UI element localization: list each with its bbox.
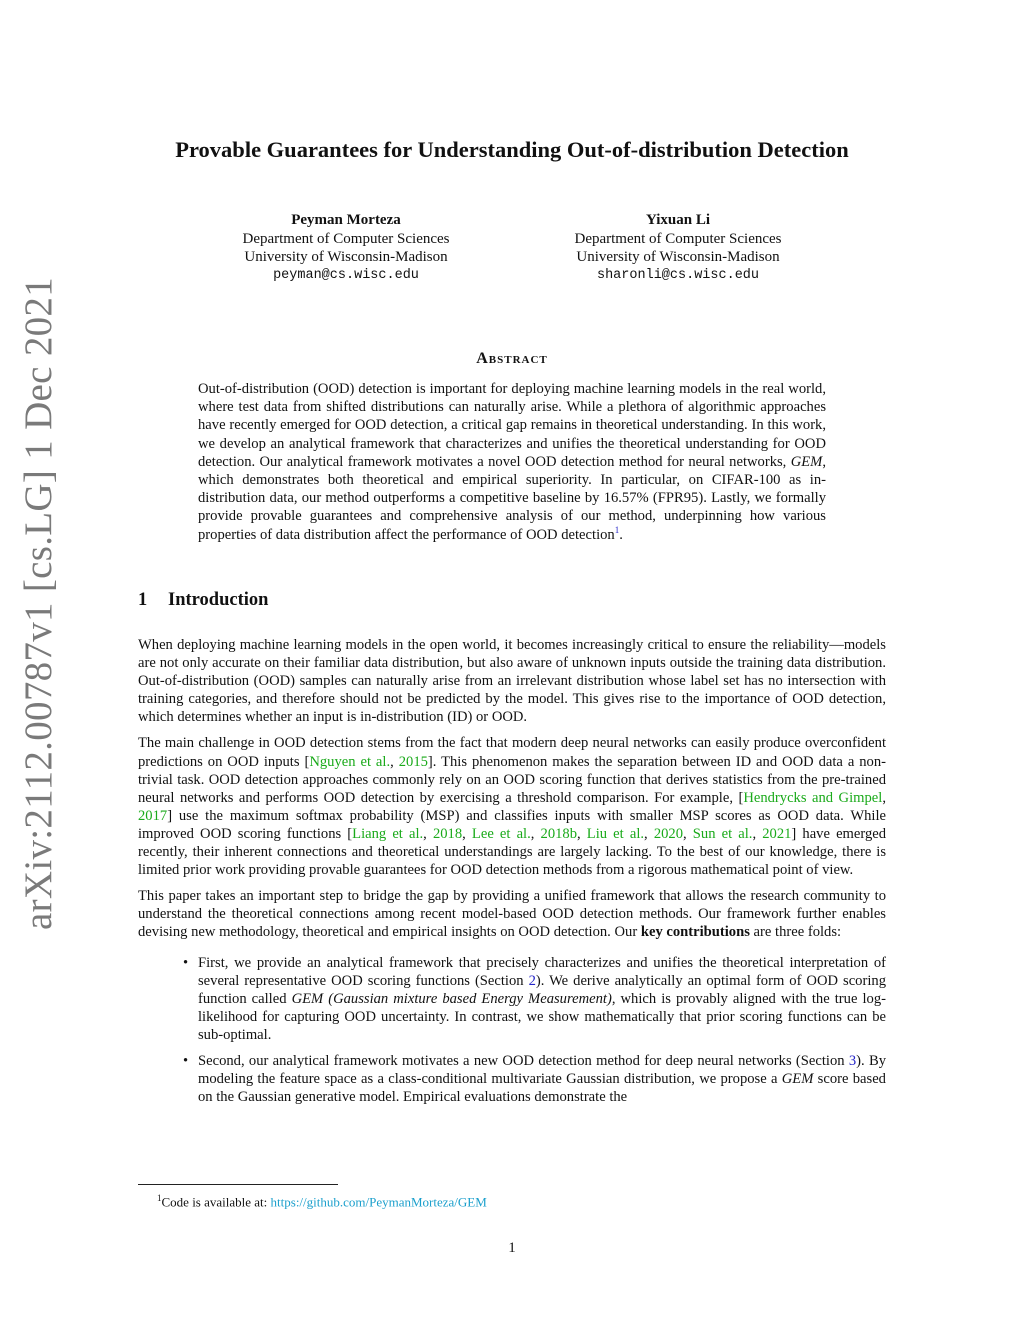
- list-item: • Second, our analytical framework motivates a new OOD detection method for deep neural networks (Section 3). By modeling the feature space as a class-conditional multivariate Gaussian distribution, we propose a GEM score based on the Gaussian generative model. Empirical evaluations demonstrate the: [183, 1052, 887, 1106]
- section-reference-link[interactable]: 3: [848, 1052, 857, 1069]
- citation-year-link[interactable]: 2015: [398, 753, 428, 770]
- citation-link[interactable]: Hendrycks and Gimpel: [743, 789, 883, 806]
- arxiv-identifier-stamp: arXiv:2112.00787v1 [cs.LG] 1 Dec 2021: [17, 276, 60, 930]
- code-url-link[interactable]: https://github.com/PeymanMorteza/GEM: [270, 1194, 487, 1210]
- author-name: Yixuan Li: [645, 212, 711, 228]
- abstract-text: Out-of-distribution (OOD) detection is important for deploying machine learning models in the real world, where test data from shifted distributions can naturally arise. While a plethora of algorithmic approaches have recently emerged for OOD detection, a critical gap remains in theoretical understanding. In this work, we develop an analytical framework that characterizes and unifies the theoretical understanding for OOD detection. Our analytical framework motivates a novel OOD detection method for neural networks, GEM, which demonstrates both theoretical and empirical superiority. In particular, on CIFAR-100 as in-distribution data, our method outperforms a competitive baseline by 16.57% (FPR95). Lastly, we formally provide provable guarantees and comprehensive analysis of our method, underpinning how various properties of data distribution affect the performance of OOD detection$^1$.: [198, 381, 826, 543]
- section-number: 1: [138, 590, 148, 610]
- abstract-heading: Abstract: [476, 350, 548, 367]
- author-block-1: [196, 211, 496, 285]
- author-block-2: [528, 211, 828, 285]
- author-name: Peyman Morteza: [291, 212, 401, 228]
- citation-link[interactable]: Nguyen et al.: [309, 753, 391, 770]
- footnote-divider: [138, 1184, 338, 1185]
- footnote-marker[interactable]: 1: [614, 524, 620, 535]
- citation-year-link[interactable]: 2020: [653, 825, 683, 842]
- citation-year-link[interactable]: 2017: [138, 807, 168, 824]
- author-department: Department of Computer Sciences: [574, 230, 782, 247]
- citation-link[interactable]: Sun et al.: [692, 825, 753, 842]
- method-name: GEM: [790, 453, 823, 470]
- citation-link[interactable]: Liu et al.: [586, 825, 645, 842]
- section-heading-introduction: [138, 590, 268, 611]
- author-department: Department of Computer Sciences: [242, 230, 450, 247]
- citation-link[interactable]: Liang et al.: [352, 825, 424, 842]
- author-email[interactable]: peyman@cs.wisc.edu: [273, 267, 419, 283]
- paragraph: When deploying machine learning models in the open world, it becomes increasingly critical to ensure the reliability—models are not only accurate on their familiar data distribution, but also aware of unknown inputs outside the training data distribution. Out-of-distribution (OOD) samples can naturally arise from an irrelevant distribution whose label set has no intersection with training categories, and therefore should not be predicted by the model. This gives rise to the importance of OOD detection, which determines whether an input is in-distribution (ID) or OOD.: [138, 637, 886, 726]
- list-item: • First, we provide an analytical framework that precisely characterizes and unifies the theoretical interpretation of several representative OOD scoring functions (Section 2). We derive analytically an optimal form of OOD scoring function called GEM (Gaussian mixture based Energy Measurement), which is provably aligned with the true log-likelihood for capturing OOD uncertainty. In contrast, we show mathematically that prior scoring functions can be sub-optimal.: [183, 954, 886, 1043]
- citation-link[interactable]: Lee et al.: [471, 825, 531, 842]
- footnote-number: 1: [157, 1193, 162, 1203]
- author-university: University of Wisconsin-Madison: [576, 249, 780, 265]
- section-reference-link[interactable]: 2: [528, 972, 536, 989]
- citation-year-link[interactable]: 2018b: [540, 825, 578, 842]
- paper-title: Provable Guarantees for Understanding Out-of-distribution Detection: [175, 137, 849, 162]
- section-title: Introduction: [168, 590, 269, 610]
- citation-year-link[interactable]: 2021: [762, 825, 792, 842]
- page-number: 1: [508, 1240, 516, 1256]
- citation-year-link[interactable]: 2018: [432, 825, 463, 842]
- footnote: $^1$Code is available at: https://github.com/PeymanMorteza/GEM: [157, 1193, 487, 1210]
- author-email[interactable]: sharonli@cs.wisc.edu: [596, 267, 760, 283]
- author-university: University of Wisconsin-Madison: [244, 249, 448, 265]
- body-text: [138, 636, 886, 1114]
- paragraph: This paper takes an important step to bridge the gap by providing a unified framework that allows the research community to understand the theoretical connections among recent model-based OOD detection methods. Our framework further enables devising new methodology, theoretical and empirical insights on OOD detection. Our key contributions are three folds:: [138, 888, 886, 941]
- contributions-list: [138, 954, 886, 1107]
- bullet-icon: •: [183, 1052, 189, 1069]
- paragraph: The main challenge in OOD detection stems from the fact that modern deep neural networks can easily produce overconfident predictions on OOD inputs [Nguyen et al., 2015]. This phenomenon makes the separation between ID and OOD data a non-trivial task. OOD detection approaches commonly rely on an OOD scoring function that derives statistics from the pre-trained neural networks and performs OOD detection by exercising a threshold comparison. For example, [Hendrycks and Gimpel, 2017] use the maximum softmax probability (MSP) and classifies inputs with smaller MSP scores as OOD data. While improved OOD scoring functions [Liang et al., 2018, Lee et al., 2018b, Liu et al., 2020, Sun et al., 2021] have emerged recently, their inherent connections and theoretical understandings are largely lacking. To the best of our knowledge, there is limited prior work providing provable guarantees for OOD detection methods from a rigorous mathematical point of view.: [138, 735, 887, 879]
- bullet-icon: •: [183, 954, 189, 971]
